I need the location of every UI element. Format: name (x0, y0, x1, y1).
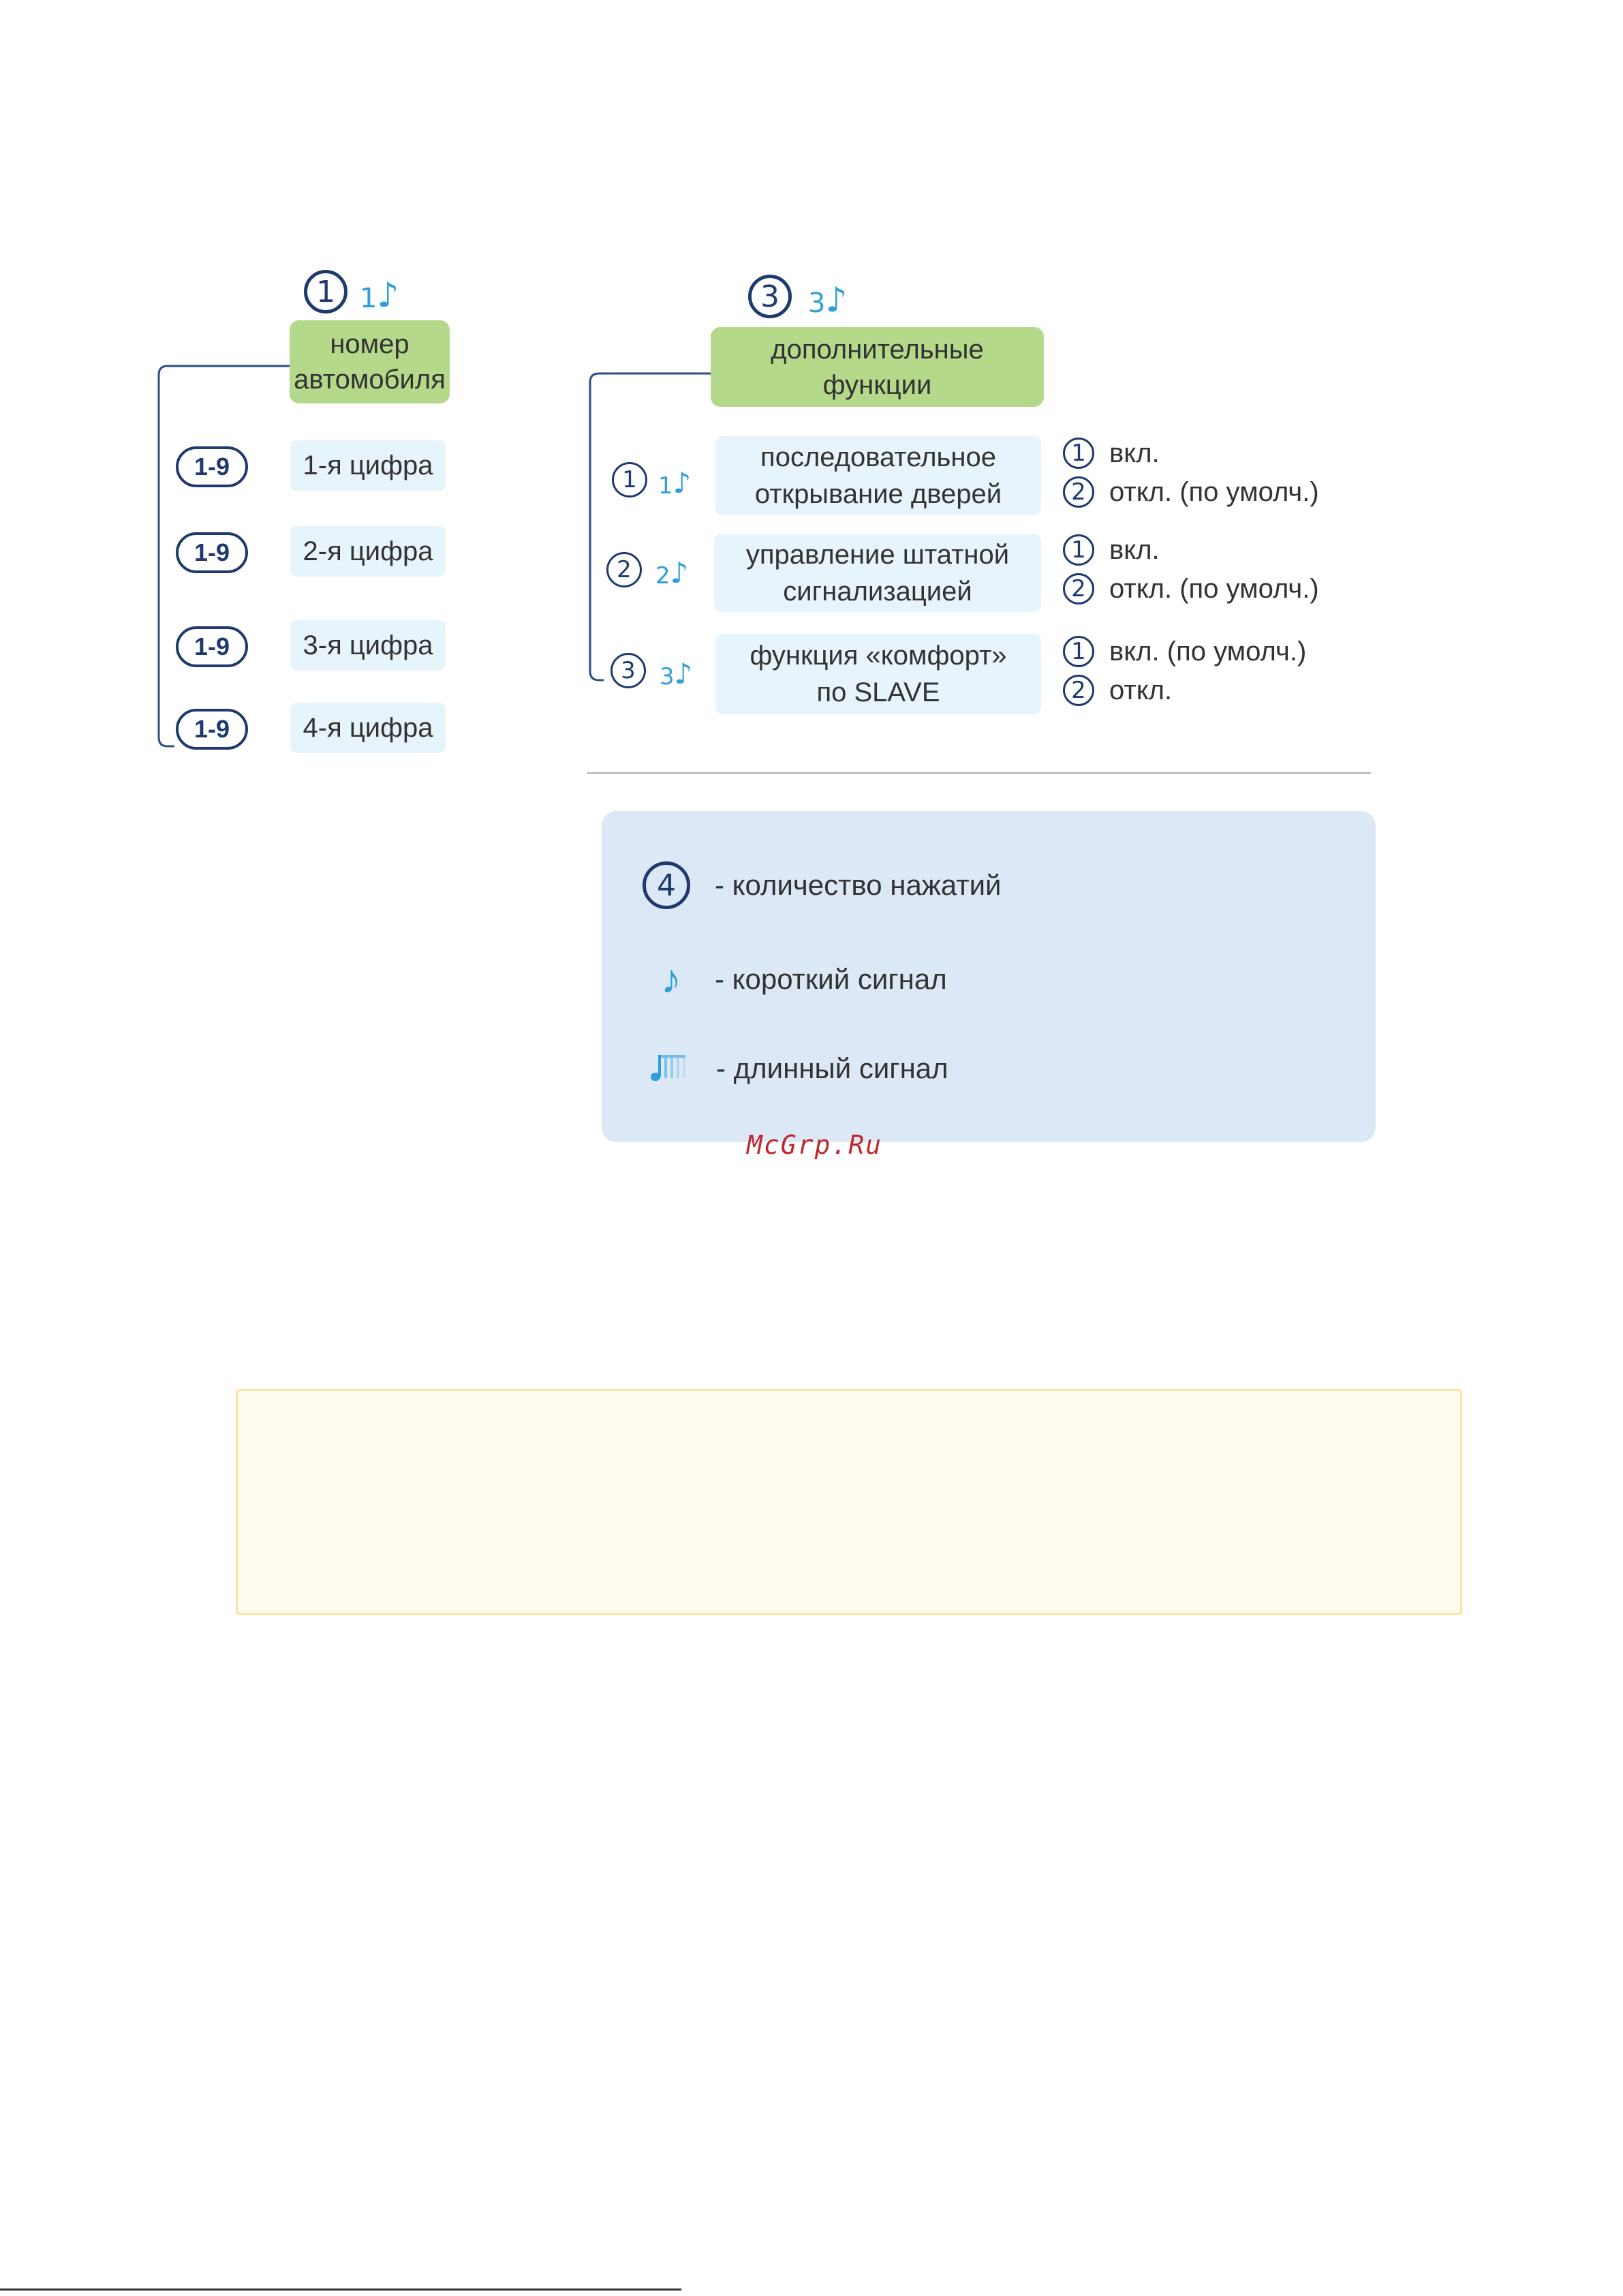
legend-panel (602, 811, 1376, 1142)
long-note-icon (647, 1050, 692, 1088)
footer-rule (0, 2289, 681, 2291)
note-box (236, 1389, 1462, 1615)
option-number-circle: 1 (1063, 534, 1094, 566)
press-count-circle: 1 (612, 462, 647, 498)
car-number-box: номер автомобиля (290, 320, 450, 403)
digit-range-pill: 1-9 (176, 709, 248, 750)
option-text: откл. (1109, 675, 1173, 705)
beep-indicator (660, 654, 692, 688)
legend-short-text: - короткий сигнал (715, 962, 947, 995)
option-number-circle: 2 (1063, 573, 1094, 604)
option-row (1063, 675, 1172, 706)
beep-indicator (360, 271, 399, 315)
option-row (1063, 476, 1319, 508)
function-label: управление штатной сигнализацией (714, 534, 1041, 612)
beep-count: 2 (655, 562, 670, 590)
short-note-icon: ♪ (674, 657, 693, 690)
short-note-icon: ♪ (661, 956, 681, 1002)
option-row (1063, 636, 1306, 667)
right-tree-connector (590, 373, 718, 680)
press-count-circle: 3 (610, 653, 646, 688)
short-note-icon: ♪ (825, 280, 848, 320)
option-number-circle: 1 (1063, 636, 1094, 667)
beep-count: 3 (660, 663, 675, 690)
watermark: McGrp.Ru (747, 1130, 883, 1160)
option-row (1063, 438, 1160, 469)
option-row (1063, 573, 1319, 604)
short-note-icon: ♪ (673, 466, 692, 500)
press-count-circle: 1 (304, 270, 347, 313)
digit-label: 3-я цифра (290, 620, 446, 671)
beep-count: 1 (360, 283, 377, 314)
digit-range-pill: 1-9 (176, 446, 248, 487)
digit-range-pill: 1-9 (176, 626, 248, 667)
legend-short-signal (652, 955, 947, 1002)
legend-long-signal (647, 1050, 948, 1088)
option-text: откл. (по умолч.) (1109, 573, 1319, 604)
beep-indicator (808, 276, 848, 320)
beep-indicator (655, 553, 689, 590)
digit-label: 1-я цифра (290, 440, 446, 491)
short-note-icon: ♪ (377, 275, 399, 315)
option-text: вкл. (1109, 438, 1160, 468)
option-text: откл. (по умолч.) (1109, 476, 1319, 507)
option-number-circle: 1 (1063, 438, 1094, 469)
legend-long-text: - длинный сигнал (716, 1052, 948, 1084)
digit-label: 4-я цифра (290, 703, 446, 753)
digit-label: 2-я цифра (290, 526, 446, 577)
press-count-circle: 2 (606, 552, 642, 587)
digit-range-pill: 1-9 (176, 532, 248, 573)
beep-count: 1 (658, 472, 673, 500)
function-label: функция «комфорт» по SLAVE (715, 634, 1041, 714)
short-note-icon: ♪ (670, 556, 689, 590)
press-count-circle: 3 (748, 275, 792, 318)
section-divider (587, 772, 1371, 774)
beep-indicator (658, 463, 691, 498)
function-label: последовательное открывание дверей (715, 436, 1041, 515)
option-row (1063, 534, 1160, 566)
legend-press-text: - количество нажатий (715, 869, 1002, 901)
beep-count: 3 (808, 288, 826, 319)
option-number-circle: 2 (1063, 675, 1094, 706)
option-text: вкл. (1109, 534, 1160, 565)
option-text: вкл. (по умолч.) (1109, 636, 1307, 667)
legend-press-count (643, 861, 1002, 909)
press-count-circle: 4 (643, 861, 690, 909)
extra-functions-box: дополнительные функции (711, 327, 1044, 407)
option-number-circle: 2 (1063, 476, 1094, 508)
